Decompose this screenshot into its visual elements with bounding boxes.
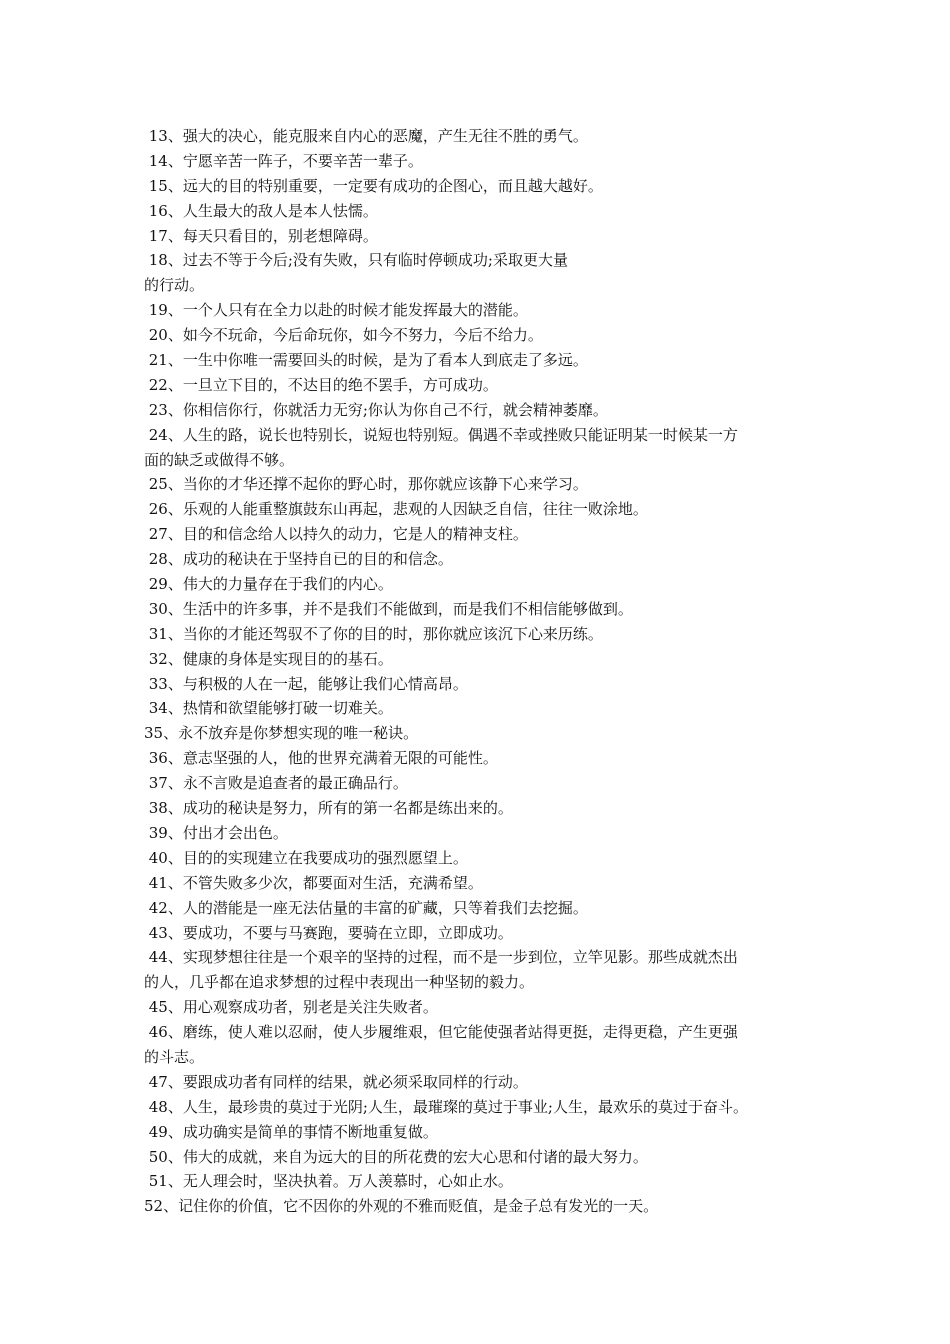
text-line: 22、一旦立下目的，不达目的绝不罢手，方可成功。 bbox=[144, 375, 498, 394]
text-line: 31、当你的才能还驾驭不了你的目的时，那你就应该沉下心来历练。 bbox=[144, 624, 603, 643]
text-line: 33、与积极的人在一起，能够让我们心情高昂。 bbox=[144, 674, 468, 693]
text-line: 43、要成功，不要与马赛跑，要骑在立即，立即成功。 bbox=[144, 923, 513, 942]
text-line: 18、过去不等于今后;没有失败，只有临时停顿成功;采取更大量 bbox=[144, 251, 568, 270]
text-line: 36、意志坚强的人，他的世界充满着无限的可能性。 bbox=[144, 749, 498, 768]
text-line: 17、每天只看目的，别老想障碍。 bbox=[144, 226, 378, 245]
text-line: 28、成功的秘诀在于坚持自已的目的和信念。 bbox=[144, 550, 453, 569]
text-line: 27、目的和信念给人以持久的动力，它是人的精神支柱。 bbox=[144, 525, 528, 544]
text-line: 52、记住你的价值，它不因你的外观的不雅而贬值，是金子总有发光的一天。 bbox=[144, 1197, 659, 1216]
text-line: 20、如今不玩命，今后命玩你，如今不努力，今后不给力。 bbox=[144, 326, 543, 345]
text-line: 26、乐观的人能重整旗鼓东山再起，悲观的人因缺乏自信，往往一败涂地。 bbox=[144, 500, 648, 519]
text-line: 13、强大的决心，能克服来自内心的恶魔，产生无往不胜的勇气。 bbox=[144, 127, 588, 145]
text-line: 50、伟大的成就，来自为远大的目的所花费的宏大心思和付诸的最大努力。 bbox=[144, 1147, 648, 1166]
text-line: 的人，几乎都在追求梦想的过程中表现出一种坚韧的毅力。 bbox=[144, 973, 535, 992]
text-line: 47、要跟成功者有同样的结果，就必须采取同样的行动。 bbox=[144, 1072, 528, 1091]
text-line: 23、你相信你行，你就活力无穷;你认为你自己不行，就会精神萎靡。 bbox=[144, 400, 608, 419]
text-line: 37、永不言败是追查者的最正确品行。 bbox=[144, 774, 408, 793]
text-line: 14、宁愿辛苦一阵子，不要辛苦一辈子。 bbox=[144, 151, 423, 170]
text-line: 46、磨练，使人难以忍耐，使人步履维艰，但它能使强者站得更挺，走得更稳，产生更强 bbox=[144, 1023, 738, 1042]
text-line: 41、不管失败多少次，都要面对生活，充满希望。 bbox=[144, 873, 483, 892]
text-line: 面的缺乏或做得不够。 bbox=[144, 450, 295, 469]
text-line: 19、一个人只有在全力以赴的时候才能发挥最大的潜能。 bbox=[144, 301, 528, 320]
text-line: 32、健康的身体是实现目的的基石。 bbox=[144, 649, 393, 668]
text-line: 44、实现梦想往往是一个艰辛的坚持的过程，而不是一步到位，立竿见影。那些成就杰出 bbox=[144, 948, 738, 967]
text-line: 21、一生中你唯一需要回头的时候，是为了看本人到底走了多远。 bbox=[144, 351, 588, 370]
document-body bbox=[144, 124, 814, 1219]
text-line: 40、目的的实现建立在我要成功的强烈愿望上。 bbox=[144, 848, 468, 867]
text-line: 29、伟大的力量存在于我们的内心。 bbox=[144, 575, 393, 594]
text-line: 的斗志。 bbox=[144, 1047, 205, 1066]
text-line: 34、热情和欲望能够打破一切难关。 bbox=[144, 699, 393, 718]
text-line: 的行动。 bbox=[144, 276, 205, 295]
text-line: 51、无人理会时，坚决执着。万人羡慕时，心如止水。 bbox=[144, 1172, 513, 1191]
text-line: 39、付出才会出色。 bbox=[144, 823, 288, 842]
text-line: 42、人的潜能是一座无法估量的丰富的矿藏，只等着我们去挖掘。 bbox=[144, 898, 588, 917]
text-line: 16、人生最大的敌人是本人怯懦。 bbox=[144, 201, 378, 220]
text-line: 24、人生的路，说长也特别长，说短也特别短。偶遇不幸或挫败只能证明某一时候某一方 bbox=[144, 425, 738, 444]
text-line: 38、成功的秘诀是努力，所有的第一名都是练出来的。 bbox=[144, 799, 513, 818]
text-line: 49、成功确实是简单的事情不断地重复做。 bbox=[144, 1122, 438, 1141]
text-line: 25、当你的才华还撑不起你的野心时，那你就应该静下心来学习。 bbox=[144, 475, 588, 494]
text-line: 48、人生，最珍贵的莫过于光阴;人生，最璀璨的莫过于事业;人生，最欢乐的莫过于奋斗。 bbox=[144, 1097, 748, 1116]
text-line: 45、用心观察成功者，别老是关注失败者。 bbox=[144, 998, 438, 1017]
text-line: 30、生活中的许多事，并不是我们不能做到，而是我们不相信能够做到。 bbox=[144, 599, 633, 618]
text-line: 15、远大的目的特别重要，一定要有成功的企图心，而且越大越好。 bbox=[144, 176, 603, 195]
text-line: 35、永不放弃是你梦想实现的唯一秘诀。 bbox=[144, 724, 419, 743]
